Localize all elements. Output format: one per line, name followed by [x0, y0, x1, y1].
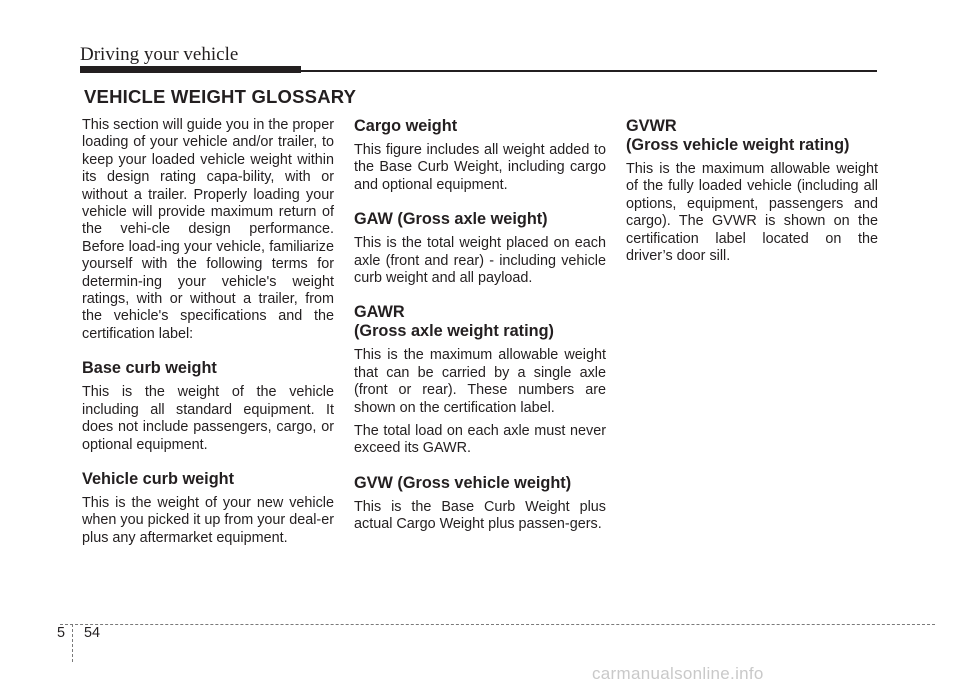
gaw-heading: GAW (Gross axle weight) [354, 210, 548, 229]
gvwr-heading [626, 117, 878, 155]
running-head-title: Driving your vehicle [80, 44, 239, 65]
cargo-weight-text: This figure includes all weight added to the Base Curb Weight, including cargo and optional equipment. [354, 142, 606, 193]
gawr-text-1: This is the maximum allowable weight that can be carried by a single axle (front or rear). These numbers are shown on the certification label. [354, 347, 606, 416]
gawr-text-2: The total load on each axle must never exceed its GAWR. [354, 423, 606, 457]
footer-dashed-divider [72, 624, 73, 662]
gawr-heading-line1: GAWR [354, 303, 405, 322]
base-curb-weight-text: This is the weight of the vehicle including all standard equipment. It does not include passengers, cargo, or optional equipment. [82, 384, 334, 453]
gawr-heading [354, 303, 606, 341]
header-rule-thin [301, 70, 877, 72]
footer-dashed-rule [60, 624, 935, 625]
intro-paragraph: This section will guide you in the proper loading of your vehicle and/or trailer, to keep your loaded vehicle weight within its design rating capa-bility, with or without a trailer. Properly loading your vehicle will provide maximum return of the vehi-cle design performance. Before load-ing your vehicle, familiarize yourself with the following terms for determin-ing your vehicle's weight ratings, with or without a trailer, from the vehicle's specifications and the certification label: [82, 117, 334, 342]
section-number: 5 [57, 625, 66, 641]
gvw-heading: GVW (Gross vehicle weight) [354, 473, 572, 492]
watermark-text: carmanualsonline.info [592, 664, 764, 683]
header-rule-thick [80, 66, 301, 73]
page-number: 54 [84, 625, 101, 641]
column-2 [354, 117, 606, 540]
column-3 [626, 117, 878, 271]
gaw-text: This is the total weight placed on each axle (front and rear) - including vehicle curb weight and all payload. [354, 235, 606, 287]
gvwr-heading-line2: (Gross vehicle weight rating) [626, 136, 850, 154]
base-curb-weight-heading: Base curb weight [82, 359, 217, 378]
column-1 [82, 117, 334, 553]
cargo-weight-heading: Cargo weight [354, 117, 458, 135]
gawr-heading-line2: (Gross axle weight rating) [354, 322, 554, 341]
gvwr-heading-line1: GVWR [626, 117, 677, 135]
vehicle-curb-weight-text: This is the weight of your new vehicle when you picked it up from your deal-er plus any aftermarket equipment. [82, 494, 334, 546]
gvwr-text: This is the maximum allowable weight of the fully loaded vehicle (including all options, equipment, passengers and cargo). The GVWR is shown on the certification label located on the driver’s door sill. [626, 161, 878, 265]
gvw-text: This is the Base Curb Weight plus actual Cargo Weight plus passen-gers. [354, 498, 606, 533]
vehicle-curb-weight-heading: Vehicle curb weight [82, 469, 235, 488]
section-title: VEHICLE WEIGHT GLOSSARY [84, 86, 357, 107]
